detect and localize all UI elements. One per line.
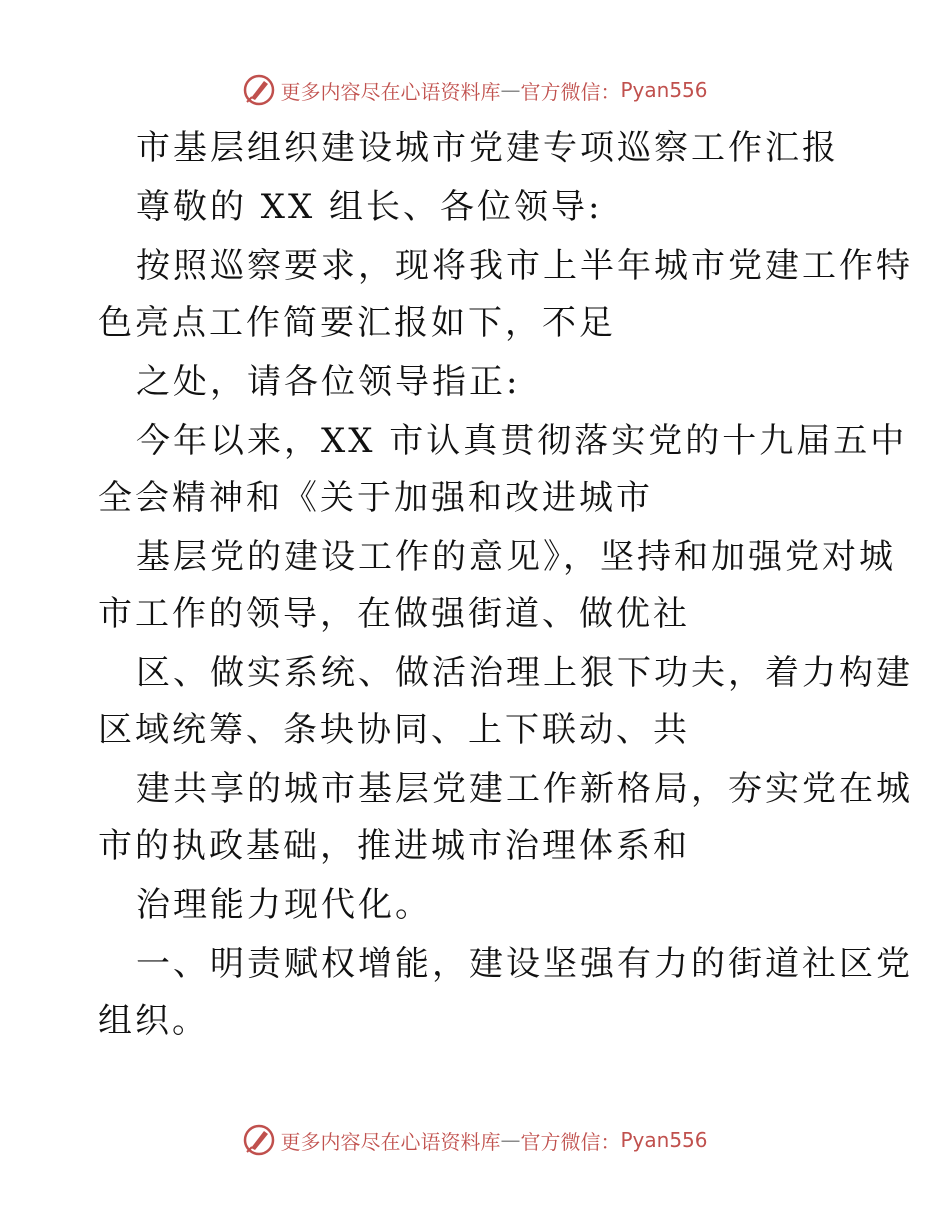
watermark-text: 更多内容尽在心语资料库 <box>280 79 501 104</box>
paragraph-line: 基层党的建设工作的意见》，坚持和加强党对城 <box>136 537 896 577</box>
salutation: 尊敬的 XX 组长、各位领导: <box>136 187 603 227</box>
watermark-wechat-id: Pyan556 <box>620 78 708 102</box>
watermark-wechat-label: 官方微信： <box>520 79 621 104</box>
paragraph-line: 今年以来，XX 市认真贯彻落实党的十九届五中 <box>136 421 908 461</box>
document-title: 市基层组织建设城市党建专项巡察工作汇报 <box>136 128 839 168</box>
header-watermark <box>0 68 950 112</box>
quill-pen-logo-icon <box>242 73 276 107</box>
watermark-wechat-id: Pyan556 <box>620 1128 708 1152</box>
paragraph-line: 治理能力现代化。 <box>136 885 432 925</box>
paragraph-line: 按照巡察要求，现将我市上半年城市党建工作特 <box>136 246 913 286</box>
paragraph-line: 市的执政基础，推进城市治理体系和 <box>98 826 690 866</box>
paragraph-line: 区、做实系统、做活治理上狠下功夫，着力构建 <box>136 653 913 693</box>
watermark-separator: — <box>500 1128 521 1152</box>
section-heading-continued: 组织。 <box>98 1001 209 1041</box>
watermark-text: 更多内容尽在心语资料库 <box>280 1129 501 1154</box>
footer-watermark <box>0 1118 950 1162</box>
paragraph-line: 全会精神和《关于加强和改进城市 <box>98 478 653 518</box>
watermark-separator: — <box>500 78 521 102</box>
paragraph-line: 建共享的城市基层党建工作新格局，夯实党在城 <box>136 769 913 809</box>
section-heading: 一、明责赋权增能，建设坚强有力的街道社区党 <box>136 944 913 984</box>
watermark-wechat-label: 官方微信： <box>520 1129 621 1154</box>
document-body <box>98 122 913 1041</box>
quill-pen-logo-icon <box>242 1123 276 1157</box>
paragraph-line: 之处，请各位领导指正: <box>136 362 521 402</box>
paragraph-line: 区域统筹、条块协同、上下联动、共 <box>98 710 690 750</box>
paragraph-line: 色亮点工作简要汇报如下，不足 <box>98 303 616 343</box>
paragraph-line: 市工作的领导，在做强街道、做优社 <box>98 594 690 634</box>
